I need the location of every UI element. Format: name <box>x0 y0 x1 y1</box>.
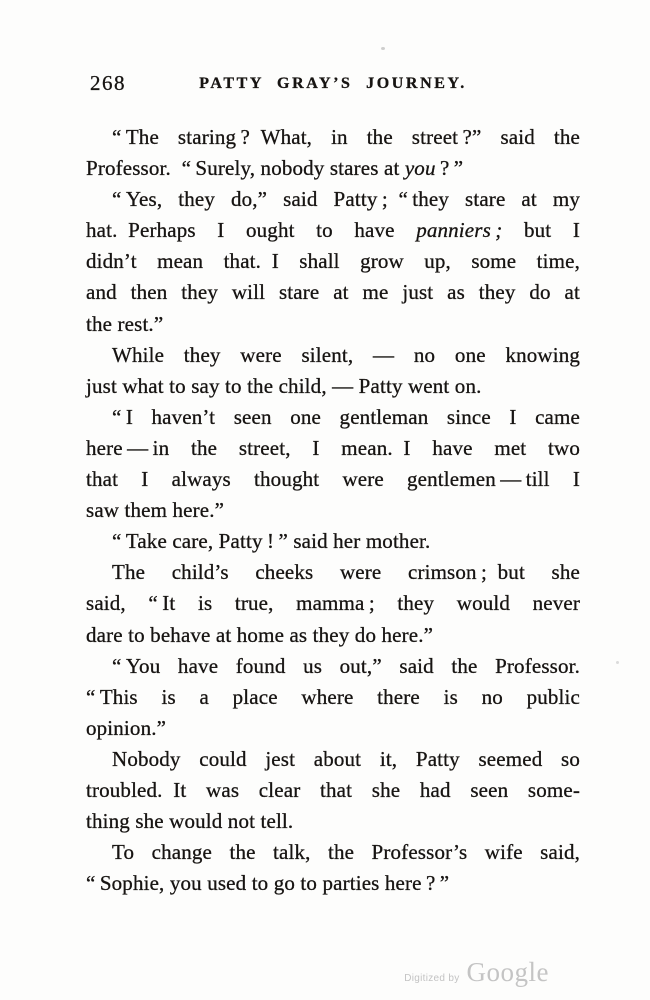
text-line: “ Take care, Patty ! ” said her mother. <box>112 529 431 554</box>
page-number: 268 <box>90 71 126 95</box>
scan-speck <box>381 47 385 50</box>
scan-speck <box>616 661 619 664</box>
text-line: To change the talk, the Professor’s wife said, <box>112 840 580 865</box>
text-line: troubled. It was clear that she had seen some- <box>86 777 580 802</box>
text-line: “ Sophie, you used to go to parties here ? ” <box>86 871 450 896</box>
text-line: dare to behave at home as they do here.” <box>86 622 434 647</box>
text-line: just what to say to the child, — Patty went on. <box>86 373 482 398</box>
google-books-watermark <box>404 959 549 986</box>
text-segment: hat. Perhaps I ought to have <box>86 218 417 243</box>
text-line: “ This is a place where there is no public <box>86 684 580 709</box>
page-body-text <box>86 122 580 899</box>
text-line: opinion.” <box>86 715 167 740</box>
text-segment: Professor. “ Surely, nobody stares at <box>86 156 405 181</box>
google-logo: Google <box>466 957 549 987</box>
text-line: The child’s cheeks were crimson ; but she <box>112 560 580 585</box>
text-line: and then they will stare at me just as they do at <box>86 280 580 305</box>
text-line: thing she would not tell. <box>86 809 294 834</box>
text-line: While they were silent, — no one knowing <box>112 342 580 367</box>
text-line: “ You have found us out,” said the Professor. <box>112 653 580 678</box>
text-line: said, “ It is true, mamma ; they would never <box>86 591 580 616</box>
text-line: that I always thought were gentlemen — till I <box>86 467 580 492</box>
text-segment: but I <box>502 218 580 243</box>
italic-word: panniers ; <box>416 218 503 243</box>
running-title: PATTY GRAY’S JOURNEY. <box>199 75 467 92</box>
text-line <box>86 153 580 184</box>
digitized-by-label: Digitized by <box>404 973 460 984</box>
text-line: here — in the street, I mean. I have met two <box>86 435 580 460</box>
text-line: saw them here.” <box>86 498 225 523</box>
text-line <box>86 215 580 246</box>
text-line: “ Yes, they do,” said Patty ; “ they stare at my <box>112 187 580 212</box>
text-line: “ I haven’t seen one gentleman since I came <box>112 404 580 429</box>
text-line: Nobody could jest about it, Patty seemed so <box>112 746 580 771</box>
text-line: the rest.” <box>86 311 164 336</box>
text-line: didn’t mean that. I shall grow up, some time, <box>86 249 580 274</box>
italic-word: you <box>404 156 436 181</box>
text-segment: ? ” <box>435 156 464 181</box>
running-head <box>86 70 580 102</box>
text-line: “ The staring ? What, in the street ?” said the <box>112 125 580 149</box>
